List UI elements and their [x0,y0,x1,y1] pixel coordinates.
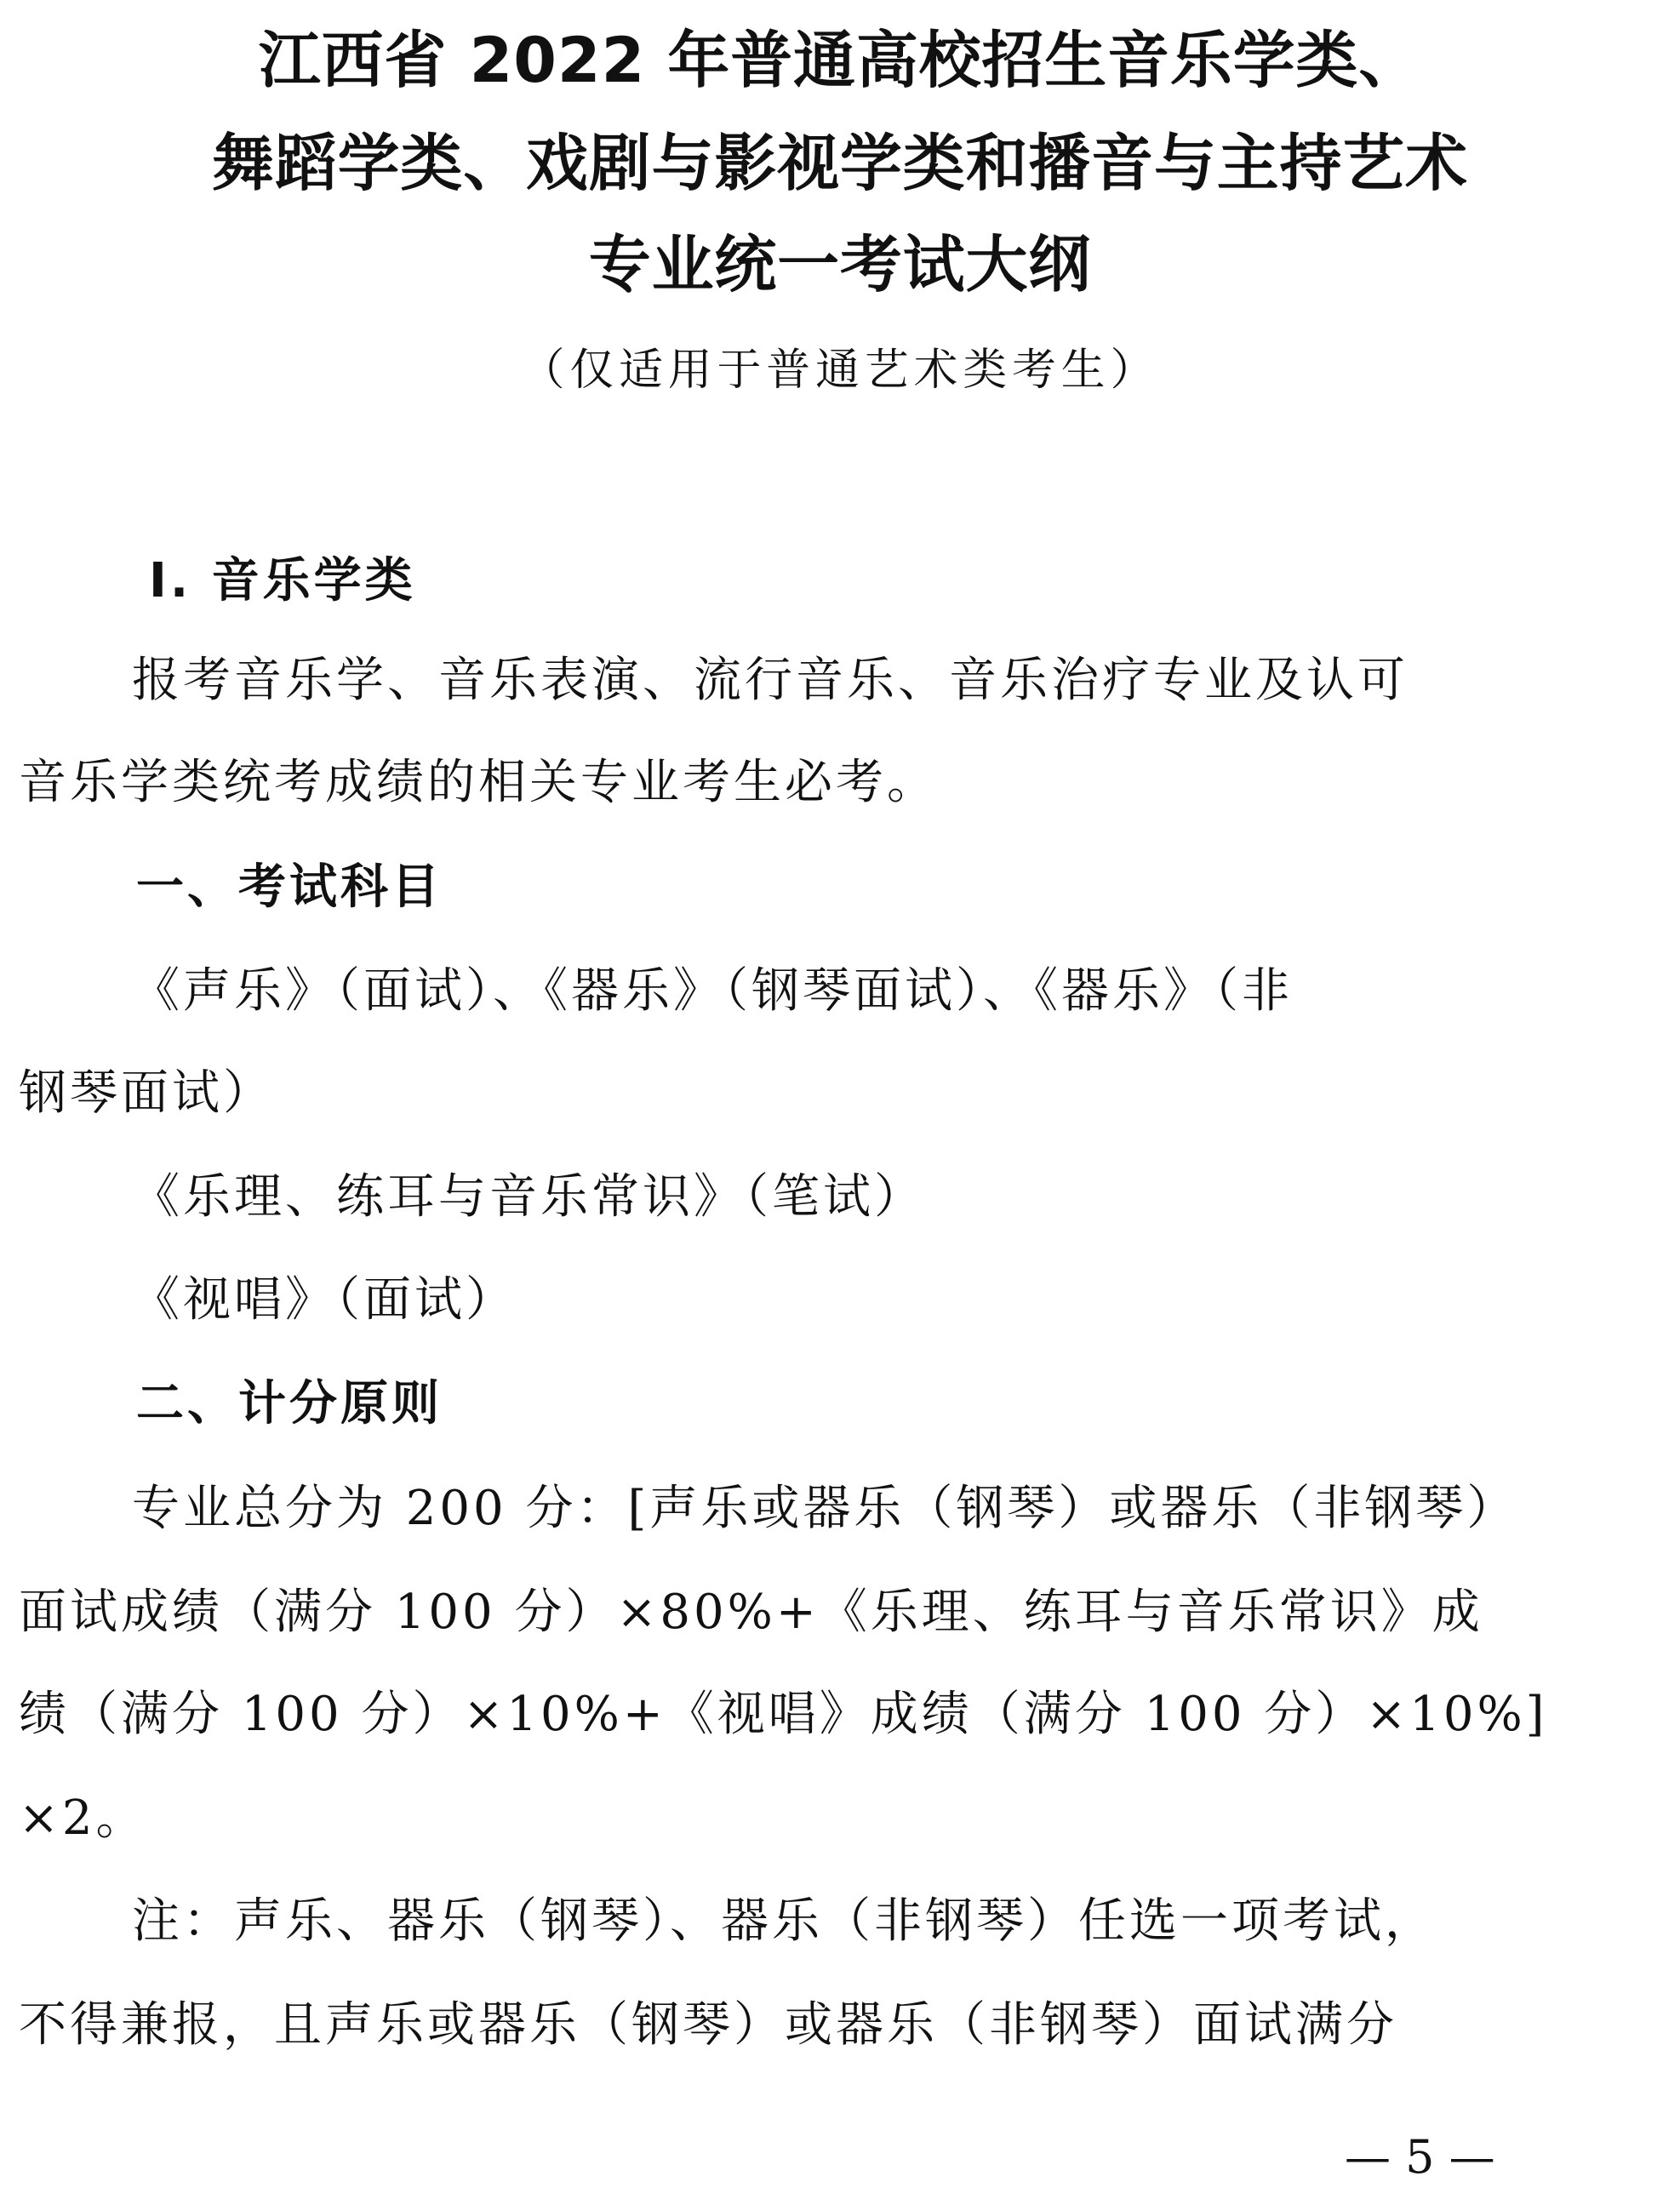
note-line-2: 不得兼报，且声乐或器乐（钢琴）或器乐（非钢琴）面试满分 [19,1997,1397,2053]
page-number: — 5 — [1345,2130,1495,2184]
part1-line-2: 钢琴面试） [19,1065,274,1121]
part1-line-1: 《声乐》（面试）、《器乐》（钢琴面试）、《器乐》（非 [132,963,1293,1019]
part2-line-4: ×2。 [19,1791,147,1846]
document-title-line-1: 江西省 2022 年普通高校招生音乐学类、 [258,25,1422,97]
document-title-line-2: 舞蹈学类、戏剧与影视学类和播音与主持艺术 [212,128,1468,200]
part2-line-2: 面试成绩（满分 100 分）×80%+《乐理、练耳与音乐常识》成 [19,1585,1483,1640]
part2-line-3: 绩（满分 100 分）×10%+《视唱》成绩（满分 100 分）×10%] [19,1687,1548,1742]
intro-line-2: 音乐学类统考成绩的相关专业考生必考。 [19,755,938,810]
document-subtitle: （仅适用于普通艺术类考生） [520,345,1160,396]
intro-line-1: 报考音乐学、音乐表演、流行音乐、音乐治疗专业及认可 [132,653,1409,708]
document-title-line-3: 专业统一考试大纲 [588,229,1092,301]
part1-line-3: 《乐理、练耳与音乐常识》（笔试） [132,1169,925,1225]
note-line-1: 注：声乐、器乐（钢琴）、器乐（非钢琴）任选一项考试， [132,1893,1436,1949]
part1-line-4: 《视唱》（面试） [132,1272,517,1328]
part2-line-1: 专业总分为 200 分：[声乐或器乐（钢琴）或器乐（非钢琴） [132,1481,1518,1536]
part2-heading: 二、计分原则 [136,1376,443,1431]
part1-heading: 一、考试科目 [136,860,443,915]
section-heading: Ⅰ. 音乐学类 [149,553,416,608]
